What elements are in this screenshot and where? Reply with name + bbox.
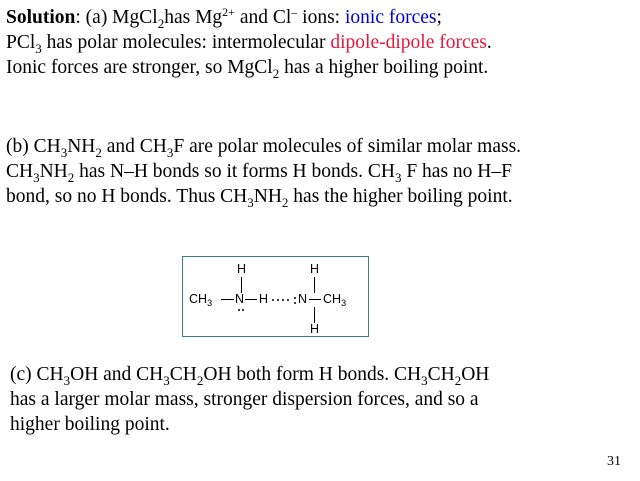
text: OH: [461, 364, 490, 385]
text: and Cl: [234, 7, 292, 28]
lone-pair-dot: [242, 309, 244, 311]
solution-part-c: [10, 362, 489, 437]
text: F are polar molecules of similar molar mass.: [173, 136, 522, 157]
text: F has no H–F: [401, 161, 512, 182]
text: OH and CH: [70, 364, 164, 385]
part-a-line-3: [6, 55, 492, 80]
text: NH: [39, 161, 68, 182]
left-vertical-bond: [241, 277, 242, 293]
text: ;: [436, 7, 442, 28]
text: has Mg: [164, 7, 223, 28]
text: CH: [6, 161, 34, 182]
right-lower-bond: [314, 307, 315, 323]
superscript: 2+: [222, 5, 235, 19]
subscript: 2: [281, 195, 289, 210]
subscript: 2: [157, 16, 165, 31]
text: bond, so no H bonds. Thus CH: [6, 186, 248, 207]
subscript: 3: [394, 170, 402, 185]
left-c-n-bond: [221, 299, 234, 300]
text: (c) CH: [10, 364, 64, 385]
text: NH: [253, 186, 282, 207]
lone-pair-dot: [238, 309, 240, 311]
right-bottom-hydrogen: H: [310, 322, 320, 336]
text: CH: [427, 364, 455, 385]
right-n-c-bond: [309, 299, 321, 300]
part-a-line-2: [6, 30, 492, 55]
part-a-line-1: [6, 5, 492, 30]
text: : (a) MgCl: [75, 7, 158, 28]
subscript: 2: [272, 66, 280, 81]
subscript: 2: [67, 170, 75, 185]
right-methyl: [323, 293, 346, 306]
part-b-line-1: [6, 134, 521, 159]
right-nitrogen: N: [298, 292, 308, 306]
subscript: 3: [35, 41, 42, 56]
text: has N–H bonds so it forms H bonds. CH: [74, 161, 395, 182]
part-b-line-2: [6, 159, 521, 184]
text: has a higher boiling point.: [279, 57, 489, 78]
text: (b) CH: [6, 136, 61, 157]
subscript: 3: [33, 170, 40, 185]
subscript: 2: [454, 373, 462, 388]
hydrogen-bond-dot: [277, 299, 279, 301]
subscript: 3: [421, 373, 428, 388]
text: ions:: [297, 7, 345, 28]
lone-pair-dot: [294, 302, 296, 304]
left-methyl: [189, 293, 212, 306]
ionic-forces-term: ionic forces: [344, 7, 437, 28]
superscript: –: [291, 5, 298, 19]
text: PCl: [6, 32, 36, 53]
subscript: 3: [63, 373, 71, 388]
subscript: 3: [166, 145, 174, 160]
slide-number: 31: [607, 454, 621, 469]
text: has the higher boiling point.: [288, 186, 513, 207]
subscript: 2: [95, 145, 102, 160]
part-c-line-2: has a larger molar mass, stronger dispersion forces, and so a: [10, 389, 479, 410]
text: Ionic forces are stronger, so MgCl: [6, 57, 273, 78]
subscript: 3: [163, 373, 170, 388]
part-b-line-3: [6, 184, 521, 209]
text: NH: [67, 136, 96, 157]
hydrogen-bond-diagram: [182, 256, 369, 337]
dipole-forces-term: dipole-dipole forces: [330, 32, 487, 53]
subscript: 3: [341, 298, 347, 308]
text: OH both form H bonds. CH: [203, 364, 422, 385]
bridging-hydrogen: H: [259, 292, 269, 306]
subscript: 3: [247, 195, 254, 210]
part-c-line-3: higher boiling point.: [10, 414, 170, 435]
left-top-hydrogen: H: [237, 262, 247, 276]
lone-pair-dot: [294, 297, 296, 299]
solution-label: Solution: [6, 7, 76, 28]
subscript: 3: [60, 145, 68, 160]
solution-part-b: [6, 134, 521, 209]
n-h-bond: [245, 299, 257, 300]
text: .: [486, 32, 492, 53]
text: CH: [323, 292, 342, 306]
text: CH: [169, 364, 197, 385]
text: CH: [189, 292, 208, 306]
text: and CH: [101, 136, 167, 157]
hydrogen-bond-dot: [287, 299, 289, 301]
right-upper-bond: [314, 277, 315, 293]
left-nitrogen: N: [235, 292, 245, 306]
text: has polar molecules: intermolecular: [41, 32, 331, 53]
subscript: 3: [207, 298, 213, 308]
subscript: 2: [196, 373, 204, 388]
solution-part-a: [6, 5, 492, 80]
right-top-hydrogen: H: [310, 262, 320, 276]
part-c-line-1: [10, 362, 489, 387]
hydrogen-bond-dot: [272, 299, 274, 301]
hydrogen-bond-dot: [282, 299, 284, 301]
